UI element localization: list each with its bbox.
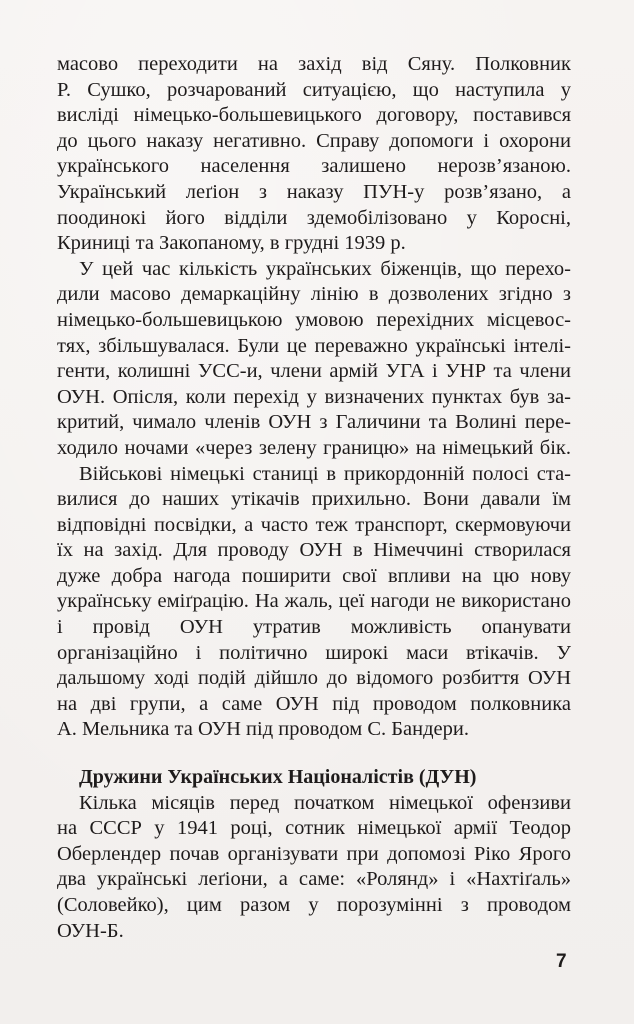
paragraph-3-line: і провід ОУН утратив можливість опанувати — [57, 616, 571, 639]
paragraph-2-line: ходило ночами «через зелену границю» на німецький бік. — [57, 436, 571, 459]
paragraph-1-line: масово переходити на захід від Сяну. Полковник — [57, 53, 571, 75]
section-paragraph-line: на СССР у 1941 році, сотник німецької армії Теодор — [57, 817, 571, 840]
paragraph-1-line: українського населення залишено нерозв’язаною. — [57, 155, 571, 178]
paragraph-1-line: Р. Сушко, розчарований ситуацією, що наступила у — [57, 78, 571, 101]
paragraph-2-line: генти, колишні УСС-и, члени армій УГА і УНР та члени — [57, 360, 571, 383]
paragraph-1-line: висліді німецько-большевицького договору, поставився — [57, 104, 571, 127]
section-paragraph-line: (Соловейко), цим разом у порозумінні з проводом — [57, 894, 571, 916]
paragraph-3-line: А. Мельника та ОУН під проводом С. Бандери. — [57, 718, 469, 741]
paragraph-3-line: Військові німецькі станиці в прикордонній полосі ста- — [79, 462, 571, 485]
paragraph-1-line: до цього наказу негативно. Справу допомоги і охорони — [57, 129, 571, 152]
section-paragraph-line: ОУН-Б. — [57, 919, 124, 942]
paragraph-2-line: У цей час кількість українських біженців, що перехо- — [79, 257, 571, 280]
paragraph-3-line: вилися до наших утікачів прихильно. Вони давали їм — [57, 488, 571, 511]
paragraph-3-line: відповідні посвідки, а часто теж транспорт, скермовуючи — [57, 513, 571, 536]
paragraph-1-line: поодинокі його відділи здемобілізовано у Коросні, — [57, 206, 571, 229]
body-text — [57, 52, 571, 944]
section-heading: Дружини Українських Націоналістів (ДУН) — [79, 766, 477, 789]
paragraph-1-line: Криниці та Закопаному, в грудні 1939 р. — [57, 232, 406, 255]
paragraph-2-line: тях, збільшувалася. Були це переважно українські інтелі- — [57, 334, 571, 357]
paragraph-3-line: дуже добра нагода поширити свої впливи на цю нову — [57, 564, 571, 587]
paragraph-2-line: дили масово демаркаційну лінію в дозволених згідно з — [57, 283, 571, 306]
page-number: 7 — [556, 951, 567, 972]
paragraph-3-line: на дві групи, а саме ОУН під проводом полковника — [57, 692, 571, 715]
paragraph-2-line: ОУН. Опісля, коли перехід у визначених пунктах був за- — [57, 385, 571, 408]
section-spacer — [57, 743, 571, 765]
paragraph-3-line: організаційно і політично широкі маси втікачів. У — [57, 641, 571, 664]
section-paragraph-line: два українські леґіони, а саме: «Ролянд» і «Нахтіґаль» — [57, 868, 571, 891]
section-paragraph-line: Оберлендер почав організувати при допомозі Ріко Ярого — [57, 842, 571, 865]
paragraph-1-line: Український леґіон з наказу ПУН-у розв’язано, а — [57, 180, 571, 203]
paragraph-3-line: їх на захід. Для проводу ОУН в Німеччині створилася — [57, 539, 571, 562]
section-paragraph-line: Кілька місяців перед початком німецької офензиви — [79, 791, 571, 814]
paragraph-2-line: критий, чимало членів ОУН з Галичини та Волині пере- — [57, 411, 571, 434]
paragraph-3-line: дальшому ході подій дійшло до відомого розбиття ОУН — [57, 667, 571, 690]
paragraph-2-line: німецько-большевицькою умовою перехідних місцевос- — [57, 308, 571, 331]
paragraph-3-line: українську еміґрацію. На жаль, цеї нагоди не використано — [57, 590, 571, 613]
